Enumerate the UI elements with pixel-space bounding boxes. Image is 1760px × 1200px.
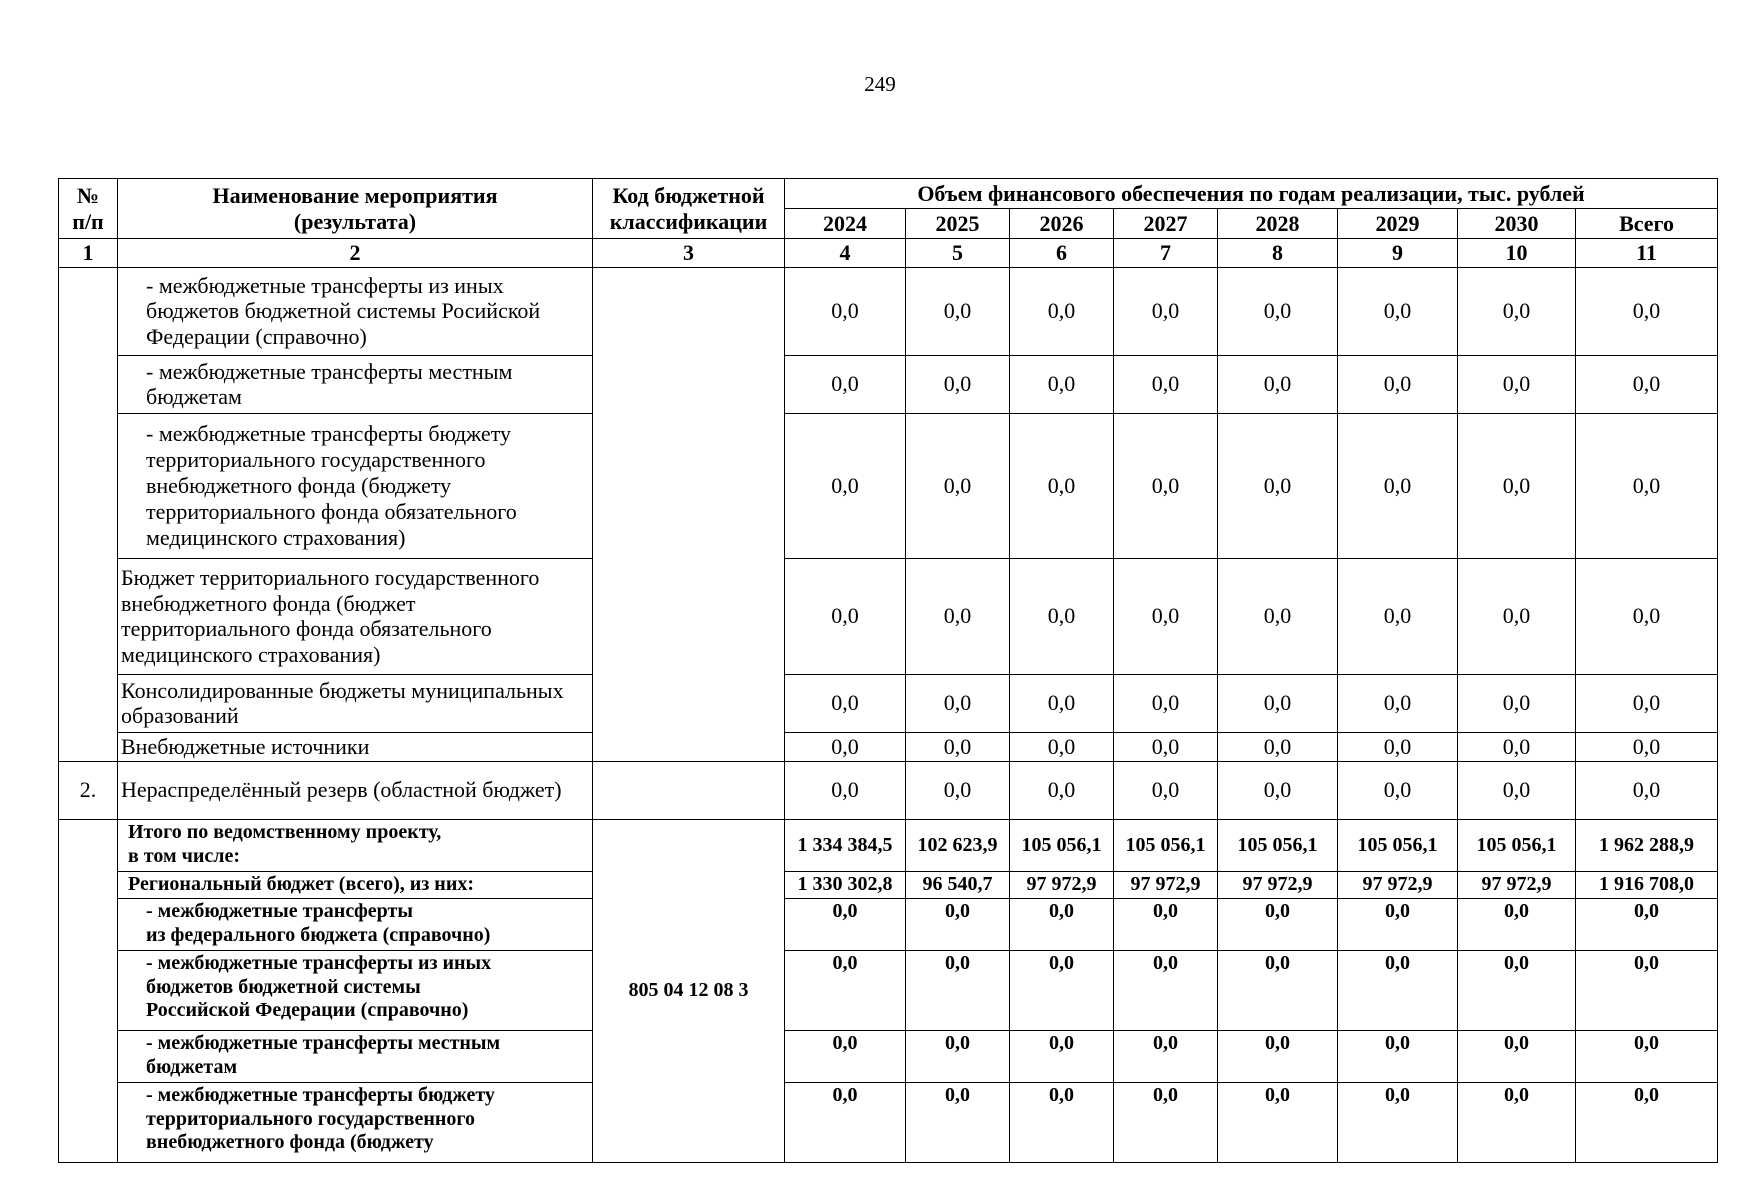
value-cell: 0,0 (785, 674, 906, 732)
total-name-line: бюджетам (146, 1055, 238, 1078)
total-value-cell: 97 972,9 (1010, 871, 1114, 898)
total-row (59, 1030, 1718, 1082)
total-value-cell: 0,0 (1576, 1082, 1718, 1162)
total-value-cell: 0,0 (1458, 1082, 1576, 1162)
value-cell: 0,0 (906, 355, 1010, 413)
value-cell: 0,0 (1338, 267, 1458, 355)
total-value-cell: 0,0 (1218, 950, 1338, 1030)
total-value-cell: 0,0 (1576, 1030, 1718, 1082)
value-cell: 0,0 (1576, 558, 1718, 674)
total-row (59, 898, 1718, 950)
total-name-cell (118, 871, 593, 898)
total-value-cell: 1 330 302,8 (785, 871, 906, 898)
total-value-cell: 0,0 (1218, 1082, 1338, 1162)
header-budget-code: Код бюджетной классификации (593, 179, 785, 239)
activity-name-cell: Бюджет территориального государственного внебюджетного фонда (бюджет территориального фонда обязательного медицинского страхования) (118, 558, 593, 674)
value-cell: 0,0 (1576, 413, 1718, 558)
total-value-cell: 0,0 (1576, 898, 1718, 950)
total-value-cell: 0,0 (1010, 898, 1114, 950)
activity-name-cell: - межбюджетные трансферты из иных бюджетов бюджетной системы Росийской Федерации (справочно) (118, 267, 593, 355)
table-row (59, 732, 1718, 761)
budget-code-cell: 805 04 12 08 3 (593, 819, 785, 1162)
total-value-cell: 97 972,9 (1458, 871, 1576, 898)
value-cell: 0,0 (785, 732, 906, 761)
header-year: 2028 (1218, 209, 1338, 239)
total-value-cell: 102 623,9 (906, 819, 1010, 871)
value-cell: 0,0 (1338, 558, 1458, 674)
total-value-cell: 96 540,7 (906, 871, 1010, 898)
value-cell: 0,0 (1010, 267, 1114, 355)
table-row (59, 355, 1718, 413)
value-cell: 0,0 (1114, 355, 1218, 413)
table-row (59, 267, 1718, 355)
total-value-cell: 97 972,9 (1338, 871, 1458, 898)
value-cell: 0,0 (1218, 558, 1338, 674)
value-cell: 0,0 (1458, 355, 1576, 413)
total-name-line: - межбюджетные трансферты из иных (146, 951, 492, 974)
total-value-cell: 0,0 (1114, 950, 1218, 1030)
value-cell: 0,0 (906, 267, 1010, 355)
budget-code-cell (593, 267, 785, 761)
activity-name-cell: Консолидированные бюджеты муниципальных образований (118, 674, 593, 732)
value-cell: 0,0 (1458, 267, 1576, 355)
table-row (59, 413, 1718, 558)
header-column-number: 8 (1218, 239, 1338, 268)
total-name-line: - межбюджетные трансферты (146, 899, 413, 922)
budget-code-cell (593, 761, 785, 819)
total-value-cell: 97 972,9 (1114, 871, 1218, 898)
value-cell: 0,0 (1114, 761, 1218, 819)
total-value-cell: 97 972,9 (1218, 871, 1338, 898)
total-name-line: Региональный бюджет (всего), из них: (128, 872, 475, 895)
total-value-cell: 105 056,1 (1458, 819, 1576, 871)
header-funding-title: Объем финансового обеспечения по годам реализации, тыс. рублей (785, 179, 1718, 209)
total-value-cell: 0,0 (1338, 950, 1458, 1030)
activity-name-cell: Внебюджетные источники (118, 732, 593, 761)
table-row (59, 674, 1718, 732)
value-cell: 0,0 (1010, 732, 1114, 761)
value-cell: 0,0 (1458, 674, 1576, 732)
header-number: № п/п (59, 179, 118, 239)
header-column-number: 1 (59, 239, 118, 268)
value-cell: 0,0 (1218, 413, 1338, 558)
value-cell: 0,0 (1576, 674, 1718, 732)
row-number-cell: 2. (59, 761, 118, 819)
total-name-cell (118, 950, 593, 1030)
value-cell: 0,0 (1458, 413, 1576, 558)
budget-table (58, 178, 1718, 1163)
value-cell: 0,0 (906, 761, 1010, 819)
header-year: Всего (1576, 209, 1718, 239)
total-value-cell: 0,0 (1114, 1030, 1218, 1082)
total-name-line: в том числе: (128, 844, 241, 867)
total-row (59, 819, 1718, 871)
total-value-cell: 0,0 (1338, 1082, 1458, 1162)
value-cell: 0,0 (1218, 267, 1338, 355)
activity-name-cell: - межбюджетные трансферты местным бюджетам (118, 355, 593, 413)
value-cell: 0,0 (1010, 413, 1114, 558)
page-number: 249 (864, 72, 896, 96)
header-year: 2026 (1010, 209, 1114, 239)
header-column-number: 3 (593, 239, 785, 268)
total-name-line: Российской Федерации (справочно) (146, 999, 469, 1022)
value-cell: 0,0 (1114, 732, 1218, 761)
total-value-cell: 0,0 (1114, 898, 1218, 950)
header-activity-name: Наименование мероприятия (результата) (118, 179, 593, 239)
value-cell: 0,0 (1576, 732, 1718, 761)
total-name-cell (118, 1030, 593, 1082)
total-row (59, 871, 1718, 898)
total-value-cell: 0,0 (1218, 1030, 1338, 1082)
value-cell: 0,0 (1114, 674, 1218, 732)
value-cell: 0,0 (906, 732, 1010, 761)
total-value-cell: 0,0 (785, 950, 906, 1030)
total-name-cell (118, 1082, 593, 1162)
total-value-cell: 0,0 (1458, 898, 1576, 950)
value-cell: 0,0 (1010, 355, 1114, 413)
total-value-cell: 0,0 (785, 1030, 906, 1082)
total-value-cell: 0,0 (906, 898, 1010, 950)
header-column-number: 9 (1338, 239, 1458, 268)
row-number-cell (59, 819, 118, 1162)
value-cell: 0,0 (1010, 558, 1114, 674)
value-cell: 0,0 (1338, 674, 1458, 732)
total-value-cell: 0,0 (1458, 1030, 1576, 1082)
value-cell: 0,0 (1338, 355, 1458, 413)
total-name-cell (118, 898, 593, 950)
value-cell: 0,0 (1114, 558, 1218, 674)
total-name-line: бюджетов бюджетной системы (146, 975, 421, 998)
total-value-cell: 0,0 (1010, 1082, 1114, 1162)
value-cell: 0,0 (1218, 732, 1338, 761)
total-value-cell: 105 056,1 (1010, 819, 1114, 871)
total-value-cell: 0,0 (1218, 898, 1338, 950)
value-cell: 0,0 (1576, 267, 1718, 355)
value-cell: 0,0 (906, 558, 1010, 674)
total-value-cell: 0,0 (1114, 1082, 1218, 1162)
activity-name-cell: - межбюджетные трансферты бюджету территориального государственного внебюджетного фонда (бюджету территориального фонда обязательного медицинского страхования) (118, 413, 593, 558)
value-cell: 0,0 (1338, 413, 1458, 558)
total-name-line: территориального государственного (146, 1107, 475, 1130)
header-column-number: 2 (118, 239, 593, 268)
row-number-cell (59, 267, 118, 761)
header-column-number: 5 (906, 239, 1010, 268)
header-column-number: 11 (1576, 239, 1718, 268)
total-value-cell: 0,0 (1338, 898, 1458, 950)
header-year: 2027 (1114, 209, 1218, 239)
total-value-cell: 0,0 (906, 1082, 1010, 1162)
header-year: 2025 (906, 209, 1010, 239)
total-value-cell: 0,0 (906, 950, 1010, 1030)
total-name-line: Итого по ведомственному проекту, (128, 820, 442, 843)
total-value-cell: 0,0 (1010, 950, 1114, 1030)
total-value-cell: 105 056,1 (1114, 819, 1218, 871)
header-year: 2024 (785, 209, 906, 239)
value-cell: 0,0 (1114, 413, 1218, 558)
value-cell: 0,0 (906, 674, 1010, 732)
total-value-cell: 1 334 384,5 (785, 819, 906, 871)
total-value-cell: 0,0 (1576, 950, 1718, 1030)
value-cell: 0,0 (785, 267, 906, 355)
value-cell: 0,0 (785, 558, 906, 674)
value-cell: 0,0 (1114, 267, 1218, 355)
value-cell: 0,0 (785, 355, 906, 413)
value-cell: 0,0 (1010, 761, 1114, 819)
value-cell: 0,0 (1458, 558, 1576, 674)
table-row (59, 761, 1718, 819)
value-cell: 0,0 (1338, 761, 1458, 819)
value-cell: 0,0 (1458, 761, 1576, 819)
value-cell: 0,0 (1338, 732, 1458, 761)
total-row (59, 950, 1718, 1030)
activity-name-cell: Нераспределённый резерв (областной бюджет) (118, 761, 593, 819)
header-year: 2030 (1458, 209, 1576, 239)
table-row (59, 558, 1718, 674)
total-name-line: - межбюджетные трансферты местным (146, 1031, 501, 1054)
value-cell: 0,0 (1218, 355, 1338, 413)
total-value-cell: 0,0 (1338, 1030, 1458, 1082)
total-value-cell: 0,0 (906, 1030, 1010, 1082)
header-column-number: 7 (1114, 239, 1218, 268)
value-cell: 0,0 (906, 413, 1010, 558)
header-year: 2029 (1338, 209, 1458, 239)
header-column-number: 4 (785, 239, 906, 268)
value-cell: 0,0 (785, 413, 906, 558)
total-value-cell: 0,0 (1458, 950, 1576, 1030)
header-column-number: 10 (1458, 239, 1576, 268)
total-name-cell (118, 819, 593, 871)
total-value-cell: 0,0 (785, 1082, 906, 1162)
value-cell: 0,0 (1576, 355, 1718, 413)
total-value-cell: 105 056,1 (1338, 819, 1458, 871)
value-cell: 0,0 (1218, 674, 1338, 732)
value-cell: 0,0 (1218, 761, 1338, 819)
total-value-cell: 1 962 288,9 (1576, 819, 1718, 871)
total-name-line: внебюджетного фонда (бюджету (146, 1131, 434, 1154)
value-cell: 0,0 (1010, 674, 1114, 732)
header-column-number: 6 (1010, 239, 1114, 268)
total-value-cell: 0,0 (1010, 1030, 1114, 1082)
total-name-line: - межбюджетные трансферты бюджету (146, 1083, 495, 1106)
value-cell: 0,0 (1458, 732, 1576, 761)
value-cell: 0,0 (785, 761, 906, 819)
total-value-cell: 0,0 (785, 898, 906, 950)
total-value-cell: 1 916 708,0 (1576, 871, 1718, 898)
value-cell: 0,0 (1576, 761, 1718, 819)
total-value-cell: 105 056,1 (1218, 819, 1338, 871)
total-row (59, 1082, 1718, 1162)
total-name-line: из федерального бюджета (справочно) (146, 923, 491, 946)
